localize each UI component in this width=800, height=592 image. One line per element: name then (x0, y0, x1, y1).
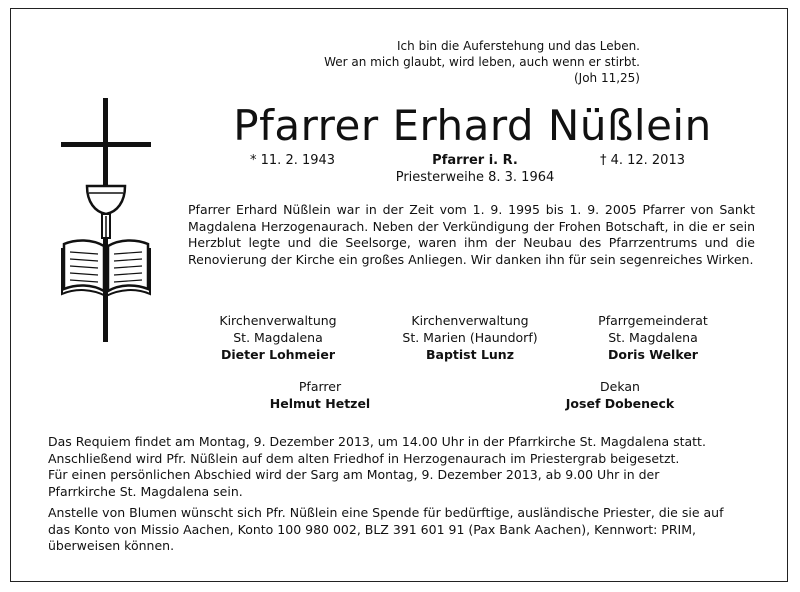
signatory-kirchenverwaltung-magdalena (178, 312, 378, 363)
signatory-name: Helmut Hetzel (269, 396, 371, 411)
requiem-line: Für einen persönlichen Abschied wird der Sarg am Montag, 9. Dezember 2013, ab 9.00 Uhr in der (48, 467, 660, 482)
signatory-name: Dieter Lohmeier (221, 347, 335, 362)
ordination-date: Priesterweihe 8. 3. 1964 (395, 170, 555, 185)
verse-line-1: Ich bin die Auferstehung und das Leben. (397, 39, 640, 53)
requiem-line: Das Requiem findet am Montag, 9. Dezember 2013, um 14.00 Uhr in der Pfarrkirche St. Magdalena statt. (48, 434, 706, 449)
requiem-line: Anschließend wird Pfr. Nüßlein auf dem alten Friedhof in Herzogenaurach im Priestergrab beigesetzt. (48, 450, 680, 466)
death-date: † 4. 12. 2013 (599, 153, 685, 168)
donation-notice (48, 505, 748, 555)
signatory-title: Pfarrgemeinderat (598, 313, 708, 328)
birth-date: * 11. 2. 1943 (250, 153, 336, 168)
verse-line-2: Wer an mich glaubt, wird leben, auch wenn er stirbt. (324, 55, 640, 69)
donation-line: das Konto von Missio Aachen, Konto 100 980 002, BLZ 391 601 91 (Pax Bank Aachen), Kennwort: PRIM, (48, 521, 696, 537)
signatory-name: Doris Welker (608, 347, 698, 362)
signatory-title: Pfarrer (298, 379, 342, 394)
donation-line: Anstelle von Blumen wünscht sich Pfr. Nüßlein eine Spende für bedürftige, ausländische Priester, die sie auf (48, 505, 724, 520)
signatory-parish: St. Marien (Haundorf) (402, 330, 538, 345)
cross-chalice-book-icon (58, 98, 158, 342)
signatory-pfarrgemeinderat (553, 312, 753, 363)
donation-line: überweisen können. (48, 538, 175, 553)
tribute-paragraph: Pfarrer Erhard Nüßlein war in der Zeit vom 1. 9. 1995 bis 1. 9. 2005 Pfarrer von Sankt Magdalena Herzogenaurach. Neben der Verkündigung der Frohen Botschaft, in die er sein Herzblut legte und die Seelsorge, waren ihm der Neubau des Pfarrzentrums und die Renovierung der Kirche ein großes Anliegen. Wir danken ihn für sein segenreiches Wirken. (188, 202, 755, 267)
signatory-parish: St. Magdalena (608, 330, 698, 345)
signatory-parish: St. Magdalena (233, 330, 323, 345)
requiem-notice (48, 434, 748, 500)
signatory-title: Kirchenverwaltung (219, 313, 337, 328)
signatory-title: Dekan (600, 379, 640, 394)
signatory-title: Kirchenverwaltung (411, 313, 529, 328)
signatory-name: Baptist Lunz (426, 347, 514, 362)
bible-verse (270, 38, 640, 86)
signatory-dekan (520, 378, 720, 412)
deceased-role: Pfarrer i. R. (432, 153, 518, 168)
signatory-pfarrer (220, 378, 420, 412)
verse-reference: (Joh 11,25) (573, 71, 640, 85)
signatory-kirchenverwaltung-marien (370, 312, 570, 363)
signatory-name: Josef Dobeneck (565, 396, 675, 411)
deceased-name: Pfarrer Erhard Nüßlein (233, 101, 712, 150)
requiem-line: Pfarrkirche St. Magdalena sein. (48, 483, 243, 499)
